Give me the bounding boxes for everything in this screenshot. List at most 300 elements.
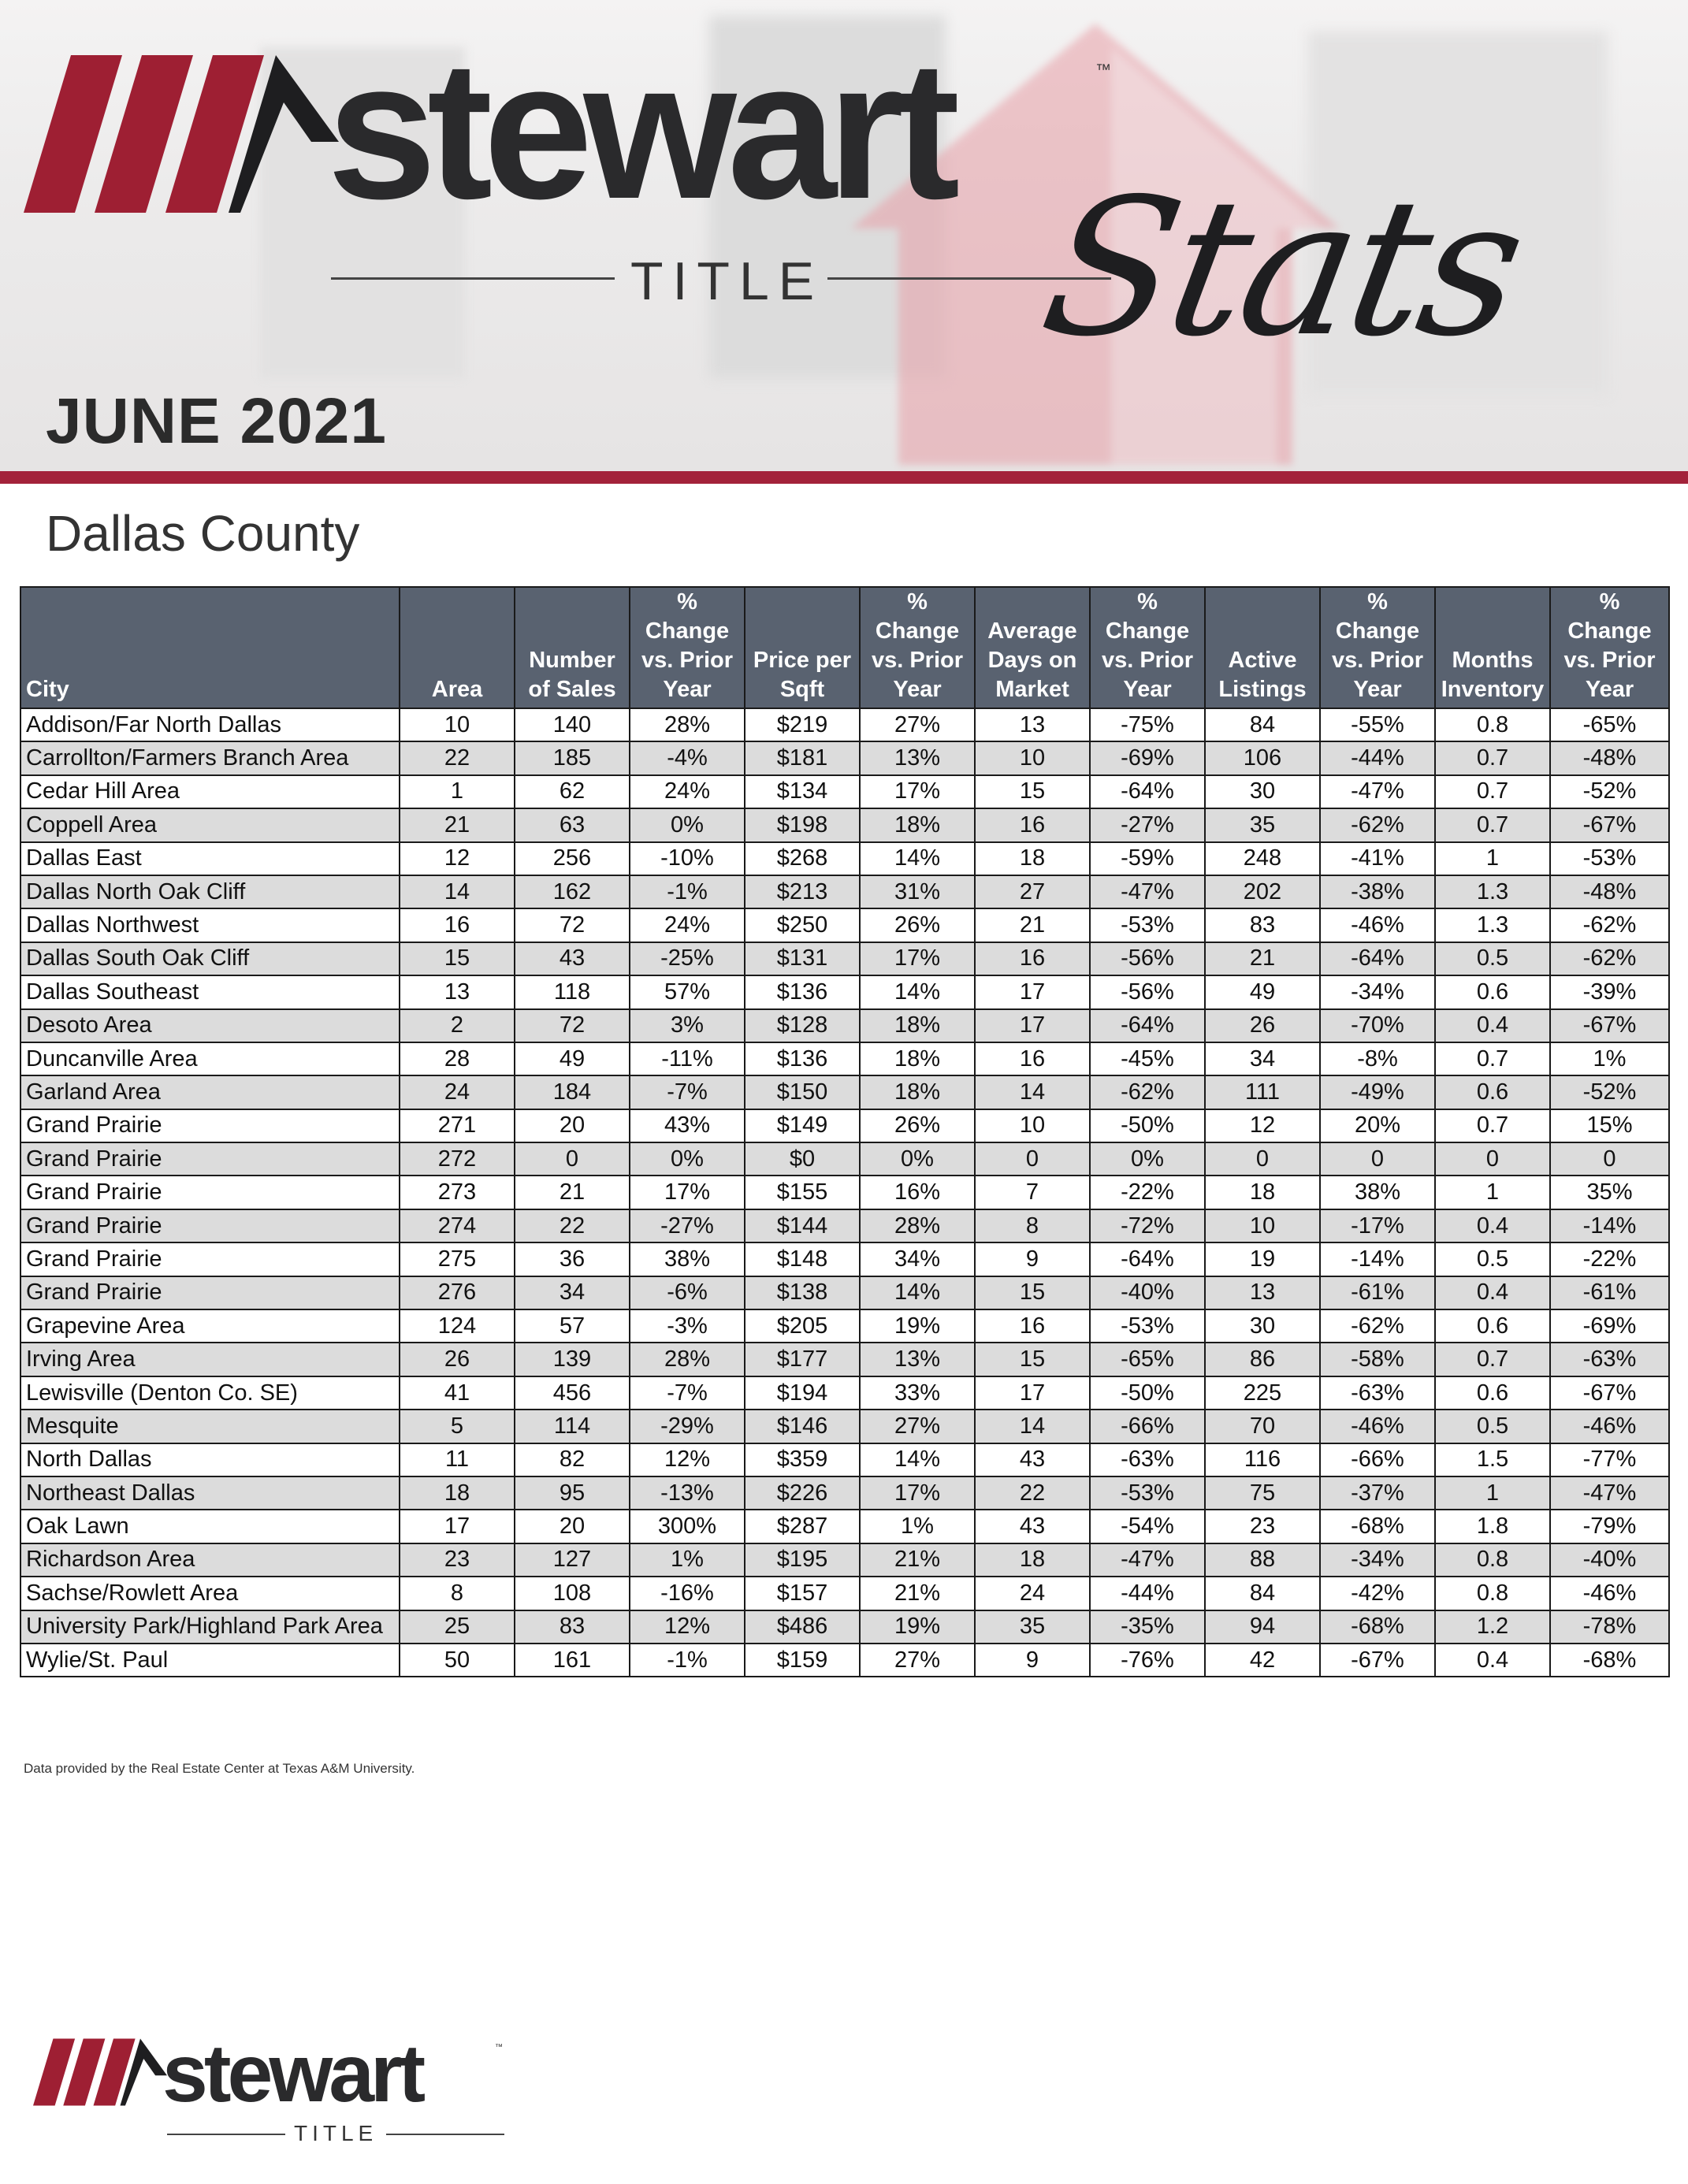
value-cell-inventory-change: -53% [1550, 842, 1669, 875]
header-line: Market [995, 677, 1069, 702]
city-cell: Grand Prairie [20, 1209, 400, 1242]
value-cell-months-inventory: 0.4 [1435, 1644, 1550, 1677]
city-cell: Carrollton/Farmers Branch Area [20, 741, 400, 774]
value-cell-price-per-sqft: $159 [745, 1644, 860, 1677]
value-cell-listings-change: -64% [1320, 942, 1435, 975]
value-cell-inventory-change: -78% [1550, 1610, 1669, 1644]
city-cell: Oak Lawn [20, 1510, 400, 1543]
value-cell-avg-days-on-market: 9 [975, 1644, 1090, 1677]
value-cell-sales-change: -13% [630, 1476, 745, 1510]
value-cell-inventory-change: -65% [1550, 708, 1669, 741]
value-cell-area: 12 [400, 842, 515, 875]
value-cell-months-inventory: 0.7 [1435, 1042, 1550, 1075]
value-cell-price-change: 26% [860, 1109, 975, 1142]
value-cell-listings-change: -47% [1320, 775, 1435, 808]
value-cell-dom-change: -53% [1090, 1309, 1205, 1343]
city-cell: Desoto Area [20, 1009, 400, 1042]
value-cell-number-of-sales: 82 [515, 1443, 630, 1476]
value-cell-area: 24 [400, 1075, 515, 1109]
value-cell-dom-change: -47% [1090, 1543, 1205, 1577]
value-cell-active-listings: 94 [1205, 1610, 1320, 1644]
value-cell-price-per-sqft: $250 [745, 908, 860, 942]
table-header-row [20, 587, 1669, 708]
value-cell-avg-days-on-market: 43 [975, 1510, 1090, 1543]
table-row [20, 1343, 1669, 1376]
table-row [20, 808, 1669, 841]
value-cell-price-change: 18% [860, 1042, 975, 1075]
value-cell-dom-change: -44% [1090, 1577, 1205, 1610]
value-cell-sales-change: -11% [630, 1042, 745, 1075]
value-cell-number-of-sales: 72 [515, 1009, 630, 1042]
value-cell-price-per-sqft: $144 [745, 1209, 860, 1242]
column-header-sales-change [630, 587, 745, 708]
value-cell-inventory-change: -69% [1550, 1309, 1669, 1343]
city-cell: Richardson Area [20, 1543, 400, 1577]
city-cell: Garland Area [20, 1075, 400, 1109]
value-cell-inventory-change: -22% [1550, 1242, 1669, 1276]
value-cell-number-of-sales: 0 [515, 1142, 630, 1176]
table-row [20, 1476, 1669, 1510]
city-cell: Cedar Hill Area [20, 775, 400, 808]
city-cell: Dallas Southeast [20, 975, 400, 1008]
value-cell-listings-change: -44% [1320, 741, 1435, 774]
value-cell-area: 273 [400, 1176, 515, 1209]
value-cell-dom-change: -40% [1090, 1276, 1205, 1309]
value-cell-price-per-sqft: $136 [745, 1042, 860, 1075]
value-cell-dom-change: -63% [1090, 1443, 1205, 1476]
city-cell: Irving Area [20, 1343, 400, 1376]
value-cell-dom-change: -69% [1090, 741, 1205, 774]
value-cell-avg-days-on-market: 22 [975, 1476, 1090, 1510]
value-cell-price-change: 19% [860, 1610, 975, 1644]
value-cell-months-inventory: 1.3 [1435, 908, 1550, 942]
column-header-inventory-change [1550, 587, 1669, 708]
header-line: Inventory [1441, 677, 1545, 702]
value-cell-price-per-sqft: $157 [745, 1577, 860, 1610]
value-cell-area: 26 [400, 1343, 515, 1376]
column-header-months-inventory [1435, 587, 1550, 708]
value-cell-area: 276 [400, 1276, 515, 1309]
city-cell: Grand Prairie [20, 1176, 400, 1209]
value-cell-months-inventory: 1.5 [1435, 1443, 1550, 1476]
value-cell-number-of-sales: 83 [515, 1610, 630, 1644]
logo-rule-footer [167, 2134, 285, 2135]
value-cell-avg-days-on-market: 10 [975, 1109, 1090, 1142]
header-line: Year [893, 677, 942, 702]
value-cell-sales-change: 38% [630, 1242, 745, 1276]
value-cell-sales-change: 12% [630, 1443, 745, 1476]
value-cell-sales-change: 28% [630, 708, 745, 741]
column-header-city [20, 587, 400, 708]
value-cell-area: 41 [400, 1376, 515, 1410]
value-cell-active-listings: 19 [1205, 1242, 1320, 1276]
value-cell-dom-change: -22% [1090, 1176, 1205, 1209]
value-cell-price-per-sqft: $149 [745, 1109, 860, 1142]
value-cell-sales-change: 3% [630, 1009, 745, 1042]
value-cell-area: 2 [400, 1009, 515, 1042]
value-cell-dom-change: -35% [1090, 1610, 1205, 1644]
value-cell-price-per-sqft: $198 [745, 808, 860, 841]
value-cell-inventory-change: -61% [1550, 1276, 1669, 1309]
stats-script-title: Stats [1028, 158, 1536, 378]
value-cell-number-of-sales: 43 [515, 942, 630, 975]
value-cell-listings-change: -17% [1320, 1209, 1435, 1242]
value-cell-avg-days-on-market: 14 [975, 1075, 1090, 1109]
value-cell-active-listings: 42 [1205, 1644, 1320, 1677]
value-cell-inventory-change: 1% [1550, 1042, 1669, 1075]
value-cell-listings-change: -14% [1320, 1242, 1435, 1276]
value-cell-active-listings: 225 [1205, 1376, 1320, 1410]
table-row [20, 1242, 1669, 1276]
stewart-logo-mark-footer [33, 2037, 167, 2108]
value-cell-active-listings: 18 [1205, 1176, 1320, 1209]
table-row [20, 708, 1669, 741]
trademark-mark: ™ [1095, 61, 1111, 79]
value-cell-inventory-change: -52% [1550, 1075, 1669, 1109]
value-cell-avg-days-on-market: 43 [975, 1443, 1090, 1476]
value-cell-price-change: 19% [860, 1309, 975, 1343]
value-cell-months-inventory: 0.6 [1435, 1376, 1550, 1410]
value-cell-months-inventory: 0.5 [1435, 942, 1550, 975]
value-cell-inventory-change: -77% [1550, 1443, 1669, 1476]
value-cell-dom-change: -53% [1090, 908, 1205, 942]
city-cell: North Dallas [20, 1443, 400, 1476]
value-cell-price-change: 1% [860, 1510, 975, 1543]
value-cell-sales-change: 57% [630, 975, 745, 1008]
value-cell-sales-change: -7% [630, 1075, 745, 1109]
value-cell-dom-change: -27% [1090, 808, 1205, 841]
value-cell-number-of-sales: 184 [515, 1075, 630, 1109]
table-row [20, 908, 1669, 942]
value-cell-number-of-sales: 161 [515, 1644, 630, 1677]
value-cell-price-change: 17% [860, 1476, 975, 1510]
city-cell: University Park/Highland Park Area [20, 1610, 400, 1644]
value-cell-sales-change: 24% [630, 775, 745, 808]
table-row [20, 1644, 1669, 1677]
stewart-logo-word-footer: stewart [162, 2028, 422, 2119]
city-cell: Mesquite [20, 1410, 400, 1443]
value-cell-price-change: 14% [860, 1443, 975, 1476]
value-cell-area: 28 [400, 1042, 515, 1075]
header-divider [0, 471, 1688, 484]
value-cell-inventory-change: -63% [1550, 1343, 1669, 1376]
value-cell-months-inventory: 0.6 [1435, 1309, 1550, 1343]
value-cell-inventory-change: -68% [1550, 1644, 1669, 1677]
city-cell: Northeast Dallas [20, 1476, 400, 1510]
value-cell-listings-change: -42% [1320, 1577, 1435, 1610]
value-cell-active-listings: 10 [1205, 1209, 1320, 1242]
value-cell-months-inventory: 1 [1435, 1176, 1550, 1209]
value-cell-area: 25 [400, 1610, 515, 1644]
value-cell-price-per-sqft: $128 [745, 1009, 860, 1042]
city-cell: Sachse/Rowlett Area [20, 1577, 400, 1610]
value-cell-avg-days-on-market: 13 [975, 708, 1090, 741]
value-cell-inventory-change: -67% [1550, 1009, 1669, 1042]
value-cell-sales-change: -1% [630, 875, 745, 908]
value-cell-months-inventory: 0.8 [1435, 708, 1550, 741]
value-cell-inventory-change: -40% [1550, 1543, 1669, 1577]
value-cell-dom-change: -56% [1090, 975, 1205, 1008]
value-cell-price-change: 0% [860, 1142, 975, 1176]
value-cell-number-of-sales: 36 [515, 1242, 630, 1276]
value-cell-active-listings: 116 [1205, 1443, 1320, 1476]
table-row [20, 1276, 1669, 1309]
header-line: Year [663, 677, 712, 702]
value-cell-area: 10 [400, 708, 515, 741]
table-row [20, 975, 1669, 1008]
value-cell-listings-change: -58% [1320, 1343, 1435, 1376]
value-cell-months-inventory: 0.7 [1435, 1343, 1550, 1376]
value-cell-price-change: 21% [860, 1577, 975, 1610]
value-cell-price-per-sqft: $177 [745, 1343, 860, 1376]
header-line: % [907, 589, 928, 615]
table-row [20, 775, 1669, 808]
value-cell-active-listings: 88 [1205, 1543, 1320, 1577]
value-cell-price-per-sqft: $195 [745, 1543, 860, 1577]
value-cell-sales-change: -1% [630, 1644, 745, 1677]
value-cell-price-change: 18% [860, 1009, 975, 1042]
value-cell-inventory-change: -14% [1550, 1209, 1669, 1242]
table-row [20, 1577, 1669, 1610]
value-cell-inventory-change: -46% [1550, 1410, 1669, 1443]
value-cell-sales-change: -25% [630, 942, 745, 975]
value-cell-avg-days-on-market: 21 [975, 908, 1090, 942]
column-header-dom-change [1090, 587, 1205, 708]
value-cell-price-per-sqft: $287 [745, 1510, 860, 1543]
value-cell-avg-days-on-market: 16 [975, 942, 1090, 975]
header-line: Listings [1218, 677, 1307, 702]
value-cell-avg-days-on-market: 15 [975, 1343, 1090, 1376]
header-line: vs. Prior [871, 648, 964, 673]
value-cell-listings-change: 0 [1320, 1142, 1435, 1176]
table-row [20, 1443, 1669, 1476]
value-cell-number-of-sales: 57 [515, 1309, 630, 1343]
value-cell-inventory-change: 15% [1550, 1109, 1669, 1142]
value-cell-avg-days-on-market: 17 [975, 975, 1090, 1008]
value-cell-listings-change: 38% [1320, 1176, 1435, 1209]
header-line: vs. Prior [1101, 648, 1194, 673]
stewart-logo-word: stewart [327, 20, 951, 240]
value-cell-price-per-sqft: $359 [745, 1443, 860, 1476]
value-cell-active-listings: 70 [1205, 1410, 1320, 1443]
value-cell-price-change: 27% [860, 1410, 975, 1443]
value-cell-area: 8 [400, 1577, 515, 1610]
value-cell-inventory-change: -79% [1550, 1510, 1669, 1543]
value-cell-avg-days-on-market: 16 [975, 808, 1090, 841]
column-header-active-listings [1205, 587, 1320, 708]
table-row [20, 1309, 1669, 1343]
value-cell-avg-days-on-market: 18 [975, 842, 1090, 875]
stats-table [20, 586, 1670, 1677]
value-cell-months-inventory: 1.8 [1435, 1510, 1550, 1543]
column-header-price-change [860, 587, 975, 708]
value-cell-listings-change: -63% [1320, 1376, 1435, 1410]
value-cell-dom-change: -54% [1090, 1510, 1205, 1543]
table-row [20, 1543, 1669, 1577]
city-cell: Dallas North Oak Cliff [20, 875, 400, 908]
value-cell-inventory-change: -52% [1550, 775, 1669, 808]
value-cell-number-of-sales: 20 [515, 1109, 630, 1142]
value-cell-dom-change: -64% [1090, 1009, 1205, 1042]
value-cell-months-inventory: 1 [1435, 1476, 1550, 1510]
header-line: % [1367, 589, 1388, 615]
value-cell-area: 50 [400, 1644, 515, 1677]
value-cell-listings-change: -8% [1320, 1042, 1435, 1075]
value-cell-listings-change: -49% [1320, 1075, 1435, 1109]
value-cell-months-inventory: 1 [1435, 842, 1550, 875]
city-cell: Grand Prairie [20, 1242, 400, 1276]
value-cell-area: 5 [400, 1410, 515, 1443]
value-cell-price-per-sqft: $219 [745, 708, 860, 741]
header-line: % [1599, 589, 1620, 615]
value-cell-number-of-sales: 20 [515, 1510, 630, 1543]
table-row [20, 1009, 1669, 1042]
value-cell-dom-change: -50% [1090, 1109, 1205, 1142]
header-line: Year [1585, 677, 1634, 702]
value-cell-price-per-sqft: $205 [745, 1309, 860, 1343]
city-cell: Grand Prairie [20, 1109, 400, 1142]
table-row [20, 942, 1669, 975]
value-cell-dom-change: -59% [1090, 842, 1205, 875]
value-cell-months-inventory: 0 [1435, 1142, 1550, 1176]
header-line: vs. Prior [1331, 648, 1424, 673]
value-cell-number-of-sales: 34 [515, 1276, 630, 1309]
value-cell-number-of-sales: 72 [515, 908, 630, 942]
value-cell-number-of-sales: 140 [515, 708, 630, 741]
column-header-listings-change [1320, 587, 1435, 708]
value-cell-area: 14 [400, 875, 515, 908]
value-cell-active-listings: 75 [1205, 1476, 1320, 1510]
value-cell-avg-days-on-market: 0 [975, 1142, 1090, 1176]
value-cell-area: 22 [400, 741, 515, 774]
city-cell: Grapevine Area [20, 1309, 400, 1343]
value-cell-avg-days-on-market: 16 [975, 1309, 1090, 1343]
value-cell-avg-days-on-market: 8 [975, 1209, 1090, 1242]
value-cell-active-listings: 21 [1205, 942, 1320, 975]
value-cell-price-change: 16% [860, 1176, 975, 1209]
value-cell-inventory-change: -62% [1550, 942, 1669, 975]
header-line: Change [1335, 618, 1420, 644]
value-cell-price-change: 17% [860, 775, 975, 808]
header-line: Days on [987, 648, 1077, 673]
value-cell-price-change: 18% [860, 1075, 975, 1109]
table-row [20, 1109, 1669, 1142]
value-cell-active-listings: 30 [1205, 775, 1320, 808]
trademark-mark-footer: ™ [495, 2043, 503, 2052]
data-source-note: Data provided by the Real Estate Center at Texas A&M University. [24, 1761, 415, 1776]
value-cell-active-listings: 30 [1205, 1309, 1320, 1343]
value-cell-dom-change: -45% [1090, 1042, 1205, 1075]
value-cell-active-listings: 84 [1205, 708, 1320, 741]
value-cell-sales-change: -4% [630, 741, 745, 774]
header-line: Months [1452, 648, 1534, 673]
value-cell-inventory-change: -48% [1550, 741, 1669, 774]
value-cell-listings-change: -68% [1320, 1610, 1435, 1644]
header-line: Year [1123, 677, 1172, 702]
city-cell: Wylie/St. Paul [20, 1644, 400, 1677]
value-cell-avg-days-on-market: 35 [975, 1610, 1090, 1644]
value-cell-number-of-sales: 139 [515, 1343, 630, 1376]
table-row [20, 1209, 1669, 1242]
table-row [20, 1510, 1669, 1543]
header-line: vs. Prior [1563, 648, 1656, 673]
value-cell-price-per-sqft: $486 [745, 1610, 860, 1644]
value-cell-avg-days-on-market: 15 [975, 1276, 1090, 1309]
value-cell-number-of-sales: 108 [515, 1577, 630, 1610]
value-cell-price-change: 13% [860, 1343, 975, 1376]
value-cell-price-change: 14% [860, 1276, 975, 1309]
value-cell-months-inventory: 0.5 [1435, 1242, 1550, 1276]
value-cell-sales-change: -10% [630, 842, 745, 875]
logo-subtitle-footer: TITLE [294, 2121, 378, 2145]
value-cell-price-change: 13% [860, 741, 975, 774]
value-cell-listings-change: 20% [1320, 1109, 1435, 1142]
column-header-avg-days-on-market [975, 587, 1090, 708]
value-cell-months-inventory: 0.4 [1435, 1276, 1550, 1309]
header-line: Sqft [779, 677, 825, 702]
value-cell-avg-days-on-market: 10 [975, 741, 1090, 774]
header-banner [0, 0, 1688, 473]
value-cell-active-listings: 86 [1205, 1343, 1320, 1376]
county-title: Dallas County [46, 505, 360, 562]
value-cell-months-inventory: 0.5 [1435, 1410, 1550, 1443]
value-cell-listings-change: -66% [1320, 1443, 1435, 1476]
value-cell-dom-change: -66% [1090, 1410, 1205, 1443]
table-body [20, 708, 1669, 1677]
value-cell-inventory-change: -48% [1550, 875, 1669, 908]
value-cell-area: 15 [400, 942, 515, 975]
value-cell-sales-change: 12% [630, 1610, 745, 1644]
header-line: Area [431, 677, 483, 702]
value-cell-sales-change: 0% [630, 808, 745, 841]
value-cell-listings-change: -34% [1320, 975, 1435, 1008]
value-cell-active-listings: 248 [1205, 842, 1320, 875]
value-cell-price-change: 33% [860, 1376, 975, 1410]
value-cell-price-change: 27% [860, 1644, 975, 1677]
header-line: Number [529, 648, 615, 673]
value-cell-inventory-change: 0 [1550, 1142, 1669, 1176]
value-cell-listings-change: -68% [1320, 1510, 1435, 1543]
value-cell-inventory-change: -67% [1550, 808, 1669, 841]
value-cell-months-inventory: 1.2 [1435, 1610, 1550, 1644]
value-cell-listings-change: -38% [1320, 875, 1435, 908]
value-cell-avg-days-on-market: 17 [975, 1009, 1090, 1042]
value-cell-area: 11 [400, 1443, 515, 1476]
value-cell-price-change: 21% [860, 1543, 975, 1577]
value-cell-price-change: 17% [860, 942, 975, 975]
city-cell: Duncanville Area [20, 1042, 400, 1075]
value-cell-active-listings: 0 [1205, 1142, 1320, 1176]
value-cell-area: 13 [400, 975, 515, 1008]
value-cell-listings-change: -46% [1320, 1410, 1435, 1443]
value-cell-inventory-change: -67% [1550, 1376, 1669, 1410]
header-line: % [677, 589, 697, 615]
city-cell: Addison/Far North Dallas [20, 708, 400, 741]
city-cell: Grand Prairie [20, 1142, 400, 1176]
value-cell-price-change: 31% [860, 875, 975, 908]
header-line: Price per [753, 648, 852, 673]
header-line: of Sales [528, 677, 616, 702]
city-cell: Grand Prairie [20, 1276, 400, 1309]
value-cell-listings-change: -70% [1320, 1009, 1435, 1042]
value-cell-dom-change: -62% [1090, 1075, 1205, 1109]
value-cell-months-inventory: 0.6 [1435, 1075, 1550, 1109]
city-cell: Dallas South Oak Cliff [20, 942, 400, 975]
value-cell-price-change: 18% [860, 808, 975, 841]
city-cell: Lewisville (Denton Co. SE) [20, 1376, 400, 1410]
city-cell: Coppell Area [20, 808, 400, 841]
value-cell-active-listings: 84 [1205, 1577, 1320, 1610]
